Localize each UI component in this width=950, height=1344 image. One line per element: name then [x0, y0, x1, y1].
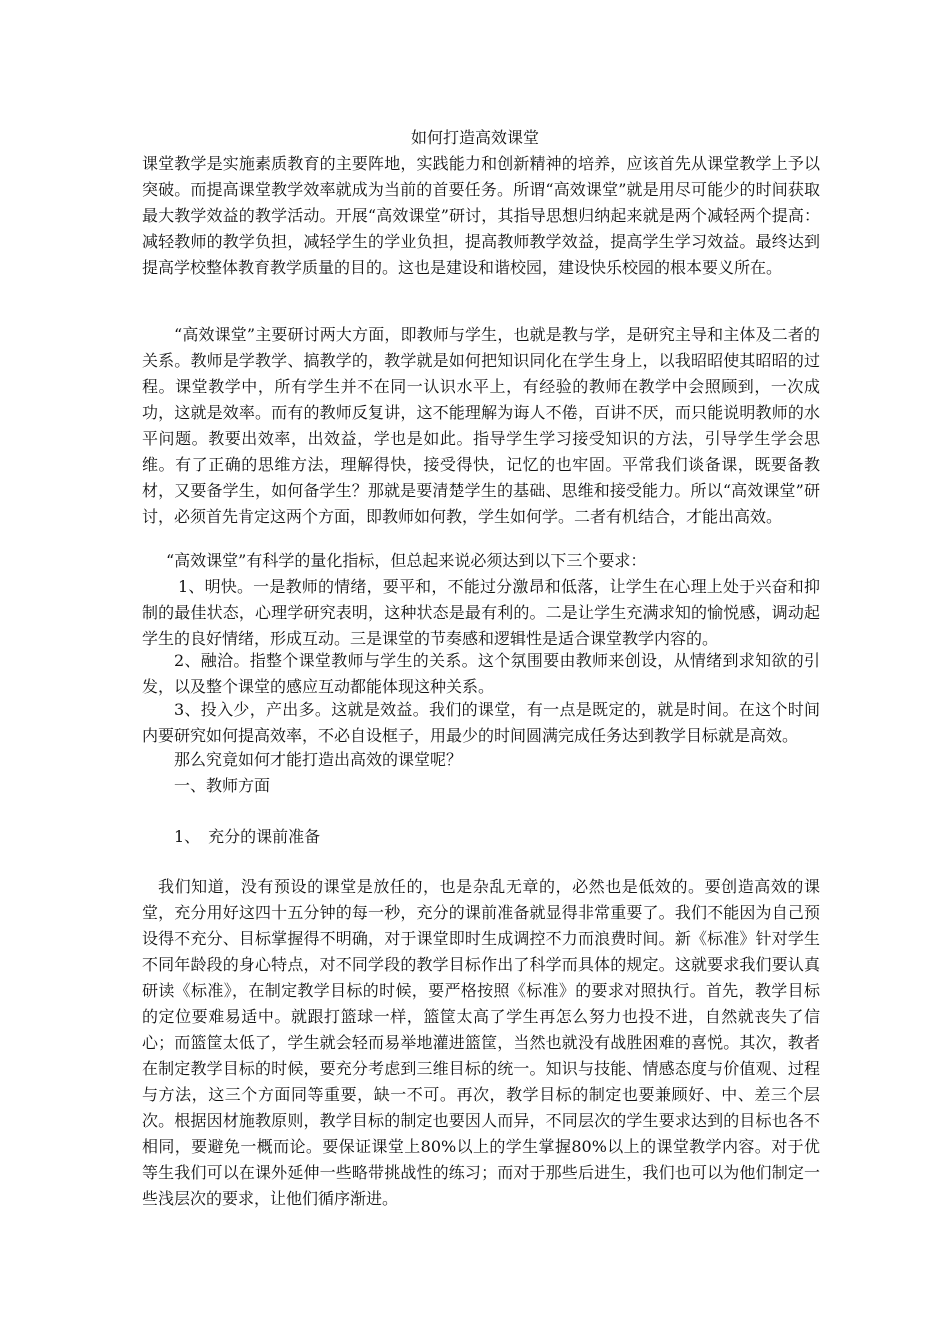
subsection-heading-preparation: 1、 充分的课前准备	[174, 827, 321, 846]
paragraph-requirement-2: 2、融洽。指整个课堂教师与学生的关系。这个氛围要由教师来创设，从情绪到求知欲的引发，以及整个课堂的感应互动都能体现这种关系。	[142, 651, 820, 696]
paragraph-requirement-3: 3、投入少，产出多。这就是效益。我们的课堂，有一点是既定的，就是时间。在这个时间内要研究如何提高效率，不必自设框子，用最少的时间圆满完成任务达到教学目标就是高效。	[142, 700, 820, 745]
paragraph-two-aspects: “高效课堂”主要研讨两大方面，即教师与学生，也就是教与学，是研究主导和主体及二者的关系。教师是学教学、搞教学的，教学就是如何把知识同化在学生身上，以我昭昭使其昭昭的过程。课堂教学中，所有学生并不在同一认识水平上，有经验的教师在教学中会照顾到，一次成功，这就是效率。而有的教师反复讲，这不能理解为诲人不倦，百讲不厌，而只能说明教师的水平问题。教要出效率，出效益，学也是如此。指导学生学习接受知识的方法，引导学生学会思维。有了正确的思维方法，理解得快，接受得快，记忆的也牢固。平常我们谈备课，既要备教材，又要备学生，如何备学生？那就是要清楚学生的基础、思维和接受能力。所以“高效课堂”研讨，必须首先肯定这两个方面，即教师如何教，学生如何学。二者有机结合，才能出高效。	[142, 325, 820, 526]
section-heading-teacher: 一、教师方面	[174, 776, 271, 795]
paragraph-intro: 课堂教学是实施素质教育的主要阵地，实践能力和创新精神的培养，应该首先从课堂教学上予以突破。而提高课堂教学效率就成为当前的首要任务。所谓“高效课堂”就是用尽可能少的时间获取最大教学效益的教学活动。开展“高效课堂”研讨，其指导思想归纳起来就是两个减轻两个提高：减轻教师的教学负担，减轻学生的学业负担，提高教师教学效益，提高学生学习效益。最终达到提高学校整体教育教学质量的目的。这也是建设和谐校园，建设快乐校园的根本要义所在。	[142, 154, 820, 277]
paragraph-requirements: “高效课堂”有科学的量化指标，但总起来说必须达到以下三个要求：	[166, 551, 647, 570]
paragraph-question: 那么究竟如何才能打造出高效的课堂呢？	[174, 750, 463, 769]
paragraph-requirement-1: 1、明快。一是教师的情绪，要平和，不能过分激昂和低落，让学生在心理上处于兴奋和抑制的最佳状态，心理学研究表明，这种状态是最有利的。二是让学生充满求知的愉悦感，调动起学生的良好情绪，形成互动。三是课堂的节奏感和逻辑性是适合课堂教学内容的。	[142, 577, 820, 648]
document-title: 如何打造高效课堂	[410, 128, 539, 147]
paragraph-preparation-body: 我们知道，没有预设的课堂是放任的，也是杂乱无章的，必然也是低效的。要创造高效的课堂，充分用好这四十五分钟的每一秒，充分的课前准备就显得非常重要了。我们不能因为自己预设得不充分、目标掌握得不明确，对于课堂即时生成调控不力而浪费时间。新《标准》针对学生不同年龄段的身心特点，对不同学段的教学目标作出了科学而具体的规定。这就要求我们要认真研读《标准》，在制定教学目标的时候，要严格按照《标准》的要求对照执行。首先，教学目标的定位要难易适中。就跟打篮球一样，篮筐太高了学生再怎么努力也投不进，自然就丧失了信心；而篮筐太低了，学生就会轻而易举地灌进篮筐，当然也就没有战胜困难的喜悦。其次，教者在制定教学目标的时候，要充分考虑到三维目标的统一。知识与技能、情感态度与价值观、过程与方法，这三个方面同等重要，缺一不可。再次，教学目标的制定也要兼顾好、中、差三个层次。根据因材施教原则，教学目标的制定也要因人而异，不同层次的学生要求达到的目标也各不相同，要避免一概而论。要保证课堂上80%以上的学生掌握80%以上的课堂教学内容。对于优等生我们可以在课外延伸一些略带挑战性的练习；而对于那些后进生，我们也可以为他们制定一些浅层次的要求，让他们循序渐进。	[142, 877, 820, 1208]
